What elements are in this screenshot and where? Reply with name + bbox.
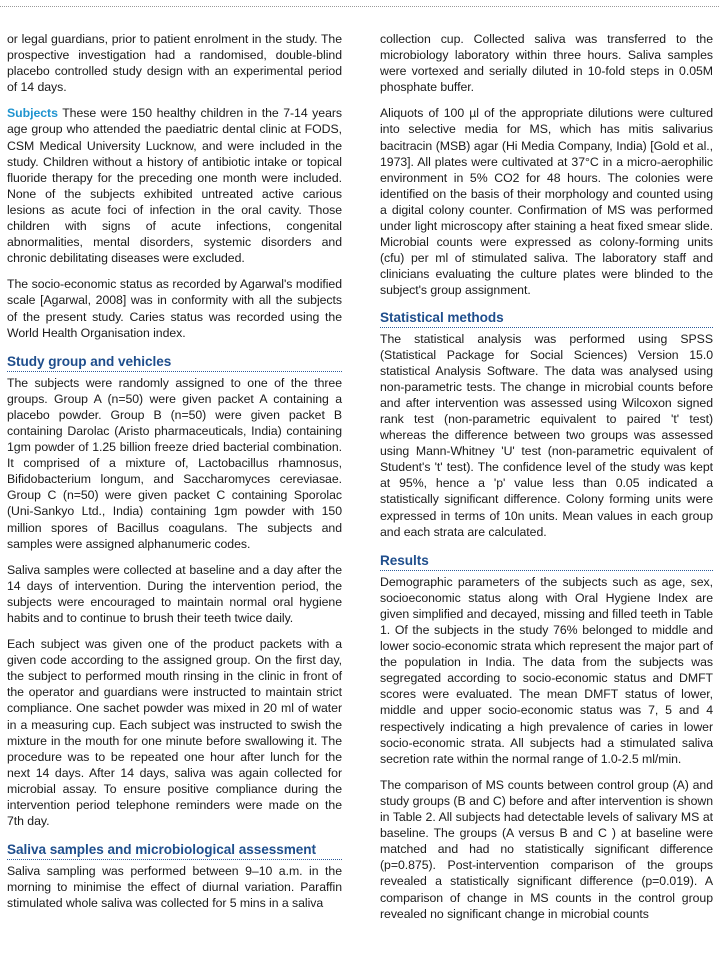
paragraph-collection-cup: collection cup. Collected saliva was transferred to the microbiology laboratory within three hours. Saliva samples were vortexed and serially diluted in 10-fold steps in 0.05M phosphate buffer. bbox=[380, 32, 713, 95]
paragraph-aliquots: Aliquots of 100 µl of the appropriate dilutions were cultured into selective media for MS, which has mitis salivarius bacitracin (MSB) agar (Hi Media Company, India) [Gold et al., 1973]. All plates were cultivated at 37°C in a micro-aerophilic environment in 5% CO2 for 48 hours. The colonies were identified on the basis of their morphology and counted using a digital colony counter. Confirmation of MS was performed under light microscopy after staining a heat fixed smear slide. Microbial counts were expressed as colony-forming units (cfu) per ml of stimulated saliva. The laboratory staff and clinicians evaluating the culture plates were blinded to the subject's group assignment. bbox=[380, 106, 713, 298]
left-column bbox=[7, 31, 342, 922]
page-top-rule bbox=[0, 6, 719, 7]
paragraph-demographics: Demographic parameters of the subjects such as age, sex, socioeconomic status along with Oral Hygiene Index are given simplified and decayed, missing and filled teeth in Table 1. Of the subjects in the study 76% belonged to middle and lower socio-economic strata which represent the major part of the population in India. The data from the subjects was segregated according to socio-economic status and DMFT scores were evaluated. The mean DMFT status of lower, middle and upper socio-economic status was 7, 5 and 4 respectively indicating a high prevalence of caries in lower socio-economic strata. All subjects had a stimulated saliva secretion rate within the normal range of 1.0-2.5 ml/min. bbox=[380, 574, 713, 766]
paragraph-sampling: Saliva sampling was performed between 9–10 a.m. in the morning to minimise the effect of diurnal variation. Paraffin stimulated whole saliva was collected for 5 mins in a saliva bbox=[7, 864, 342, 911]
paragraph-statistics: The statistical analysis was performed using SPSS (Statistical Package for Social Sciences) Version 15.0 statistical Analysis Software. The data was analysed using non-parametric tests. The change in microbial counts before and after intervention was assessed using Wilcoxon signed rank test (non-parametric equivalent to paired 't' test) whereas the difference between two groups was assessed using Mann-Whitney 'U' test (non-parametric equivalent of Student's 't' test). The confidence level of the study was kept at 95%, hence a 'p' value less than 0.05 indicated a statistically significant difference. Colony forming units were expressed in terms of 10n units. Mean values in each group and each strata are calculated. bbox=[380, 331, 713, 539]
paragraph-saliva-collection: Saliva samples were collected at baseline and a day after the 14 days of intervention. During the intervention period, the subjects were encouraged to maintain normal oral hygiene habits and to continue to brush their teeth twice daily. bbox=[7, 562, 342, 625]
paragraph-intro: or legal guardians, prior to patient enrolment in the study. The prospective investigation had a randomised, double-blind placebo controlled study design with an experimental period of 14 days. bbox=[7, 32, 342, 95]
subjects-heading: Subjects bbox=[7, 106, 58, 121]
heading-statistical-methods: Statistical methods bbox=[380, 309, 713, 328]
heading-results: Results bbox=[380, 552, 713, 571]
paragraph-groups: The subjects were randomly assigned to one of the three groups. Group A (n=50) were given packet A containing a placebo powder. Group B (n=50) were given packet B containing Darolac (Aristo pharmaceuticals, India) containing 1gm powder of 1.25 billion freeze dried bacterial combination. It comprised of a mixture of, Lactobacillus rhamnosus, Bifidobacterium longum, and Saccharomyces cereviasae. Group C (n=50) were given packet C containing Sporolac (Uni-Sankyo Ltd., India) containing 1gm powder with 150 million spores of Bacillus coagulans. The subjects and samples were assigned alphanumeric codes. bbox=[7, 375, 342, 551]
paragraph-socioeconomic: The socio-economic status as recorded by Agarwal's modified scale [Agarwal, 2008] was in conformity with all the subjects of the present study. Caries status was recorded using the World Health Organisation index. bbox=[7, 277, 342, 340]
heading-saliva-samples: Saliva samples and microbiological assessment bbox=[7, 841, 342, 860]
heading-study-group: Study group and vehicles bbox=[7, 353, 342, 372]
right-column bbox=[380, 31, 713, 932]
paragraph-procedure: Each subject was given one of the product packets with a given code according to the assigned group. On the first day, the subject to performed mouth rinsing in the clinic in front of the operator and guardians were instructed to maintain strict compliance. One sachet powder was mixed in 20 ml of water in a measuring cup. Each subject was instructed to swish the mixture in the mouth for one minute before swallowing it. The procedure was to be repeated one hour after lunch for the next 14 days. After 14 days, saliva was again collected for microbial assay. To ensure positive compliance during the intervention period telephone reminders were made on the 7th day. bbox=[7, 637, 342, 829]
subjects-text: These were 150 healthy children in the 7-14 years age group who attended the paediatric dental clinic at FODS, CSM Medical University Lucknow, and were included in the study. Children without a history of antibiotic intake or topical fluoride therapy for the preceding one month were included. None of the subjects exhibited untreated active carious lesions as acute foci of infection in the oral cavity. Those children with signs of acute infections, congenital abnormalities, mental disorders, systemic disorders and chronic debilitating diseases were excluded. bbox=[7, 106, 342, 266]
paragraph-subjects bbox=[7, 105, 342, 266]
paragraph-ms-comparison: The comparison of MS counts between control group (A) and study groups (B and C) before and after intervention is shown in Table 2. All subjects had detectable levels of salivary MS at baseline. The groups (A versus B and C ) at baseline were matched and had no statistically significant difference (p=0.875). Post-intervention comparison of the groups revealed a statistically significant difference (p=0.019). A comparison of change in MS counts in the control group revealed no significant change in microbial counts bbox=[380, 777, 713, 921]
